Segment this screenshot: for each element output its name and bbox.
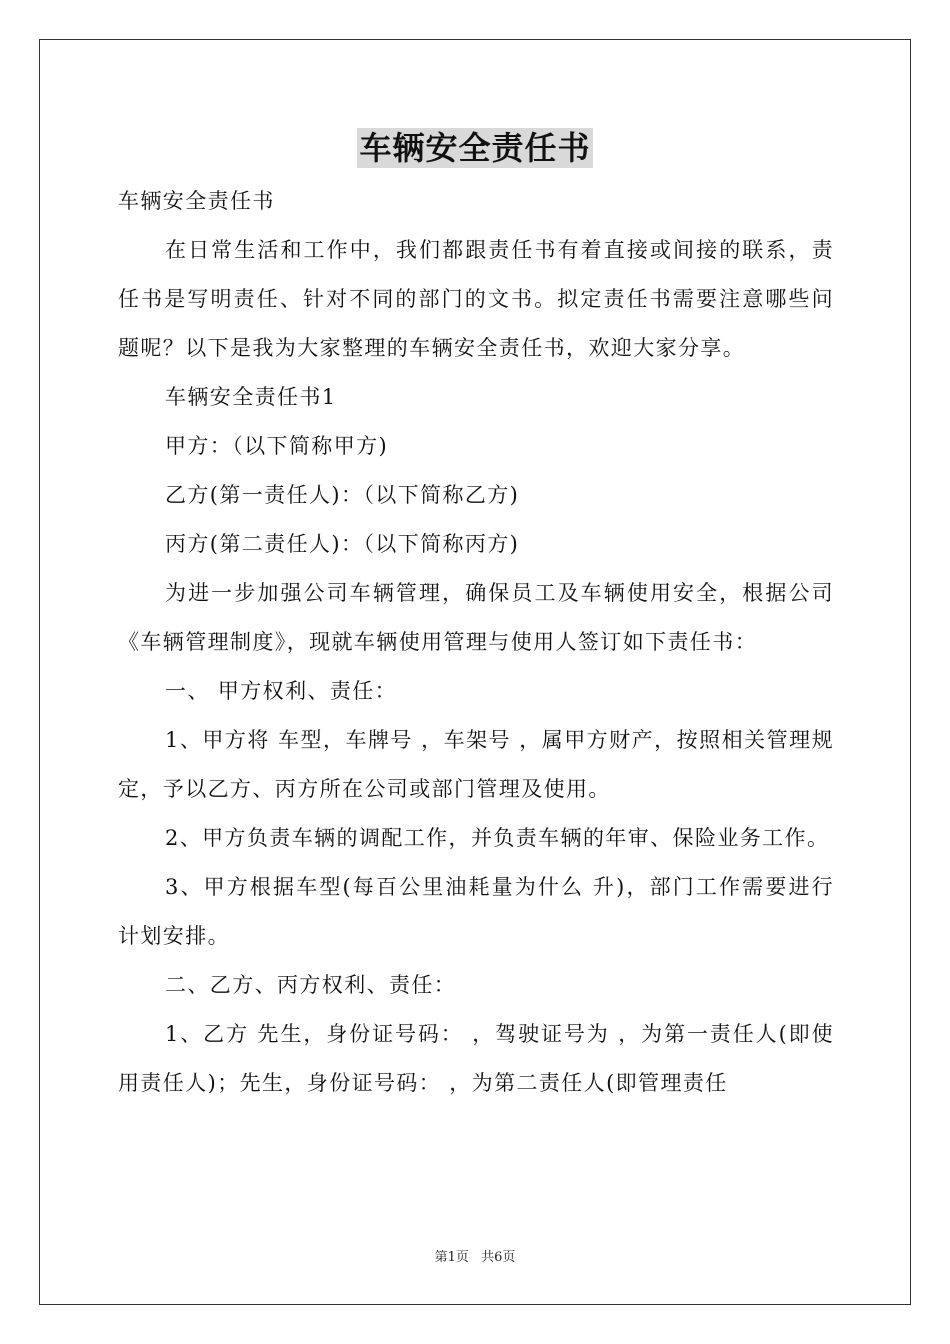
paragraph-item-1-1: 1、甲方将 车型，车牌号 ，车架号 ，属甲方财产，按照相关管理规定，予以乙方、丙方所在公司或部门管理及使用。 — [118, 728, 834, 801]
page-number: 第1页 — [434, 1250, 469, 1265]
paragraph-party-a: 甲方：（以下简称甲方) — [165, 434, 389, 458]
paragraph-subtitle: 车辆安全责任书 — [118, 189, 275, 213]
paragraph-intro: 在日常生活和工作中，我们都跟责任书有着直接或间接的联系，责任书是写明责任、针对不同的部门的文书。拟定责任书需要注意哪些问题呢？以下是我为大家整理的车辆安全责任书，欢迎大家分享。 — [118, 238, 834, 360]
document-body — [118, 177, 834, 1108]
document-title-wrap — [0, 128, 950, 168]
paragraph-item-2-1: 1、乙方 先生，身份证号码： ，驾驶证号为 ，为第一责任人(即使用责任人)；先生，身份证号码： ，为第二责任人(即管理责任 — [118, 1022, 834, 1095]
paragraph-heading: 车辆安全责任书1 — [165, 385, 337, 409]
paragraph-item-1-2: 2、甲方负责车辆的调配工作，并负责车辆的年审、保险业务工作。 — [165, 826, 830, 850]
paragraph-purpose: 为进一步加强公司车辆管理，确保员工及车辆使用安全，根据公司《车辆管理制度》，现就车辆使用管理与使用人签订如下责任书： — [118, 581, 834, 654]
page-total: 共6页 — [481, 1250, 516, 1265]
paragraph-party-b: 乙方(第一责任人)：（以下简称乙方) — [165, 483, 520, 507]
paragraph-section-1: 一、 甲方权利、责任： — [165, 679, 398, 703]
document-title: 车辆安全责任书 — [359, 129, 591, 167]
paragraph-party-c: 丙方(第二责任人)：（以下简称丙方) — [165, 532, 520, 556]
page-footer — [0, 1246, 950, 1265]
paragraph-item-1-3: 3、甲方根据车型(每百公里油耗量为什么 升)，部门工作需要进行计划安排。 — [118, 875, 834, 948]
paragraph-section-2: 二、乙方、丙方权利、责任： — [165, 973, 457, 997]
